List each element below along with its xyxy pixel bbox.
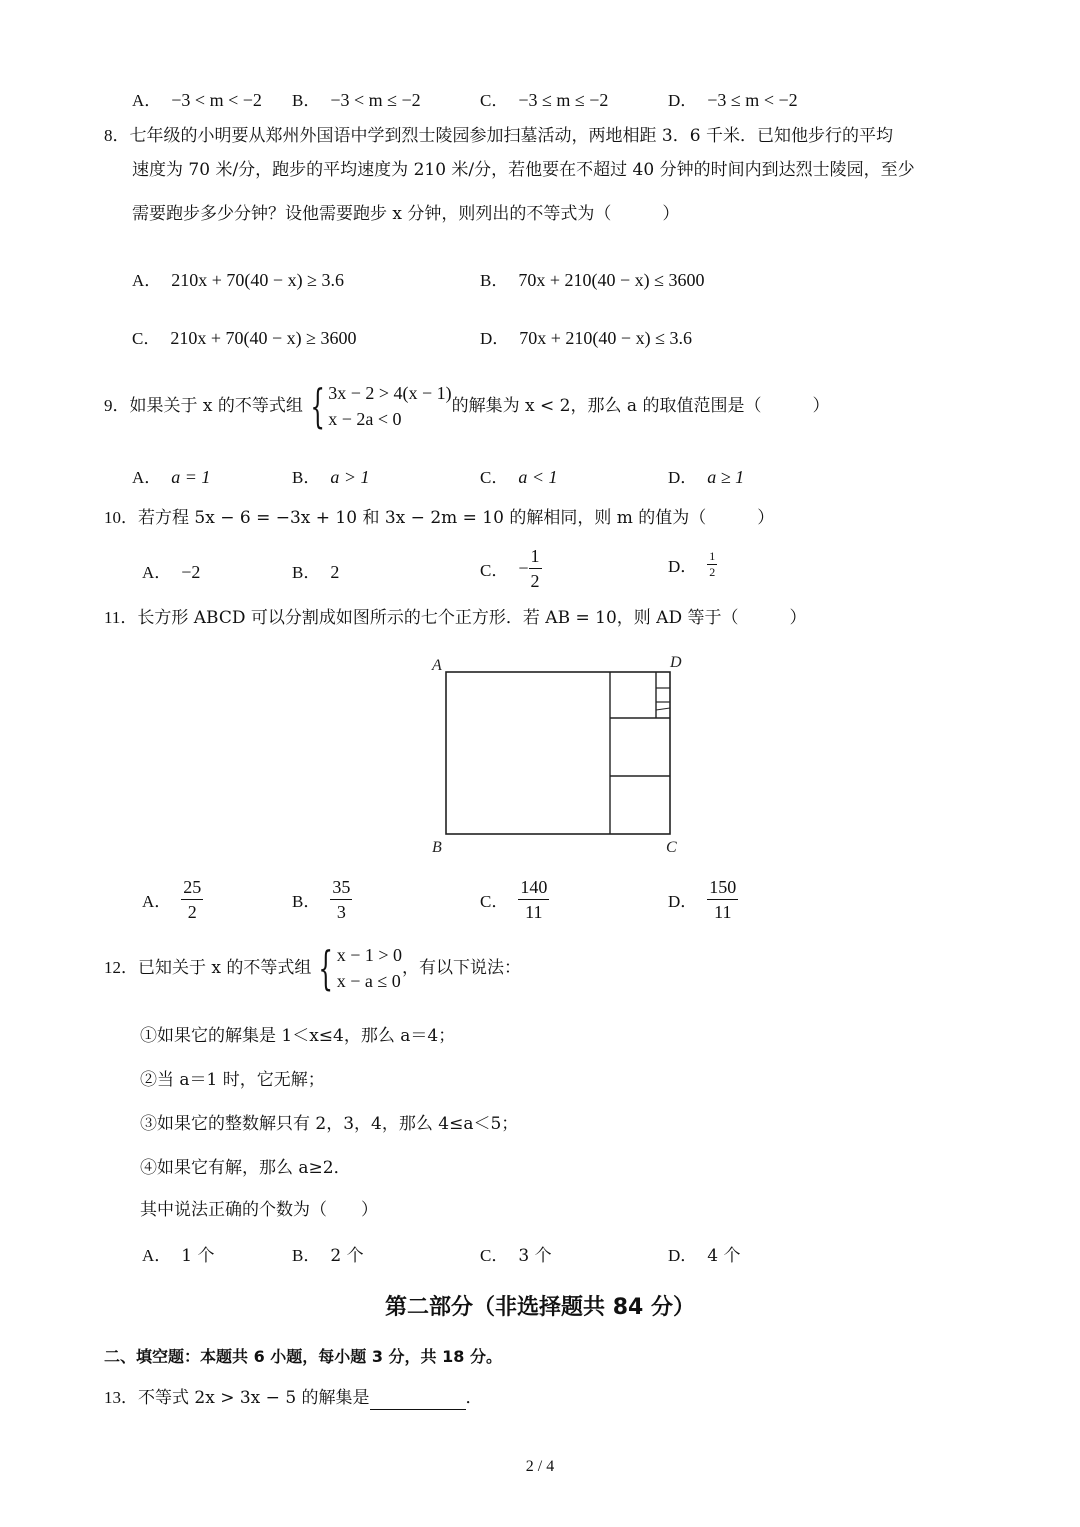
q11-stem: 11．长方形 ABCD 可以分割成如图所示的七个正方形．若 AB = 10，则 AD 等于（ ） — [104, 608, 807, 628]
q12-system-line1: x − 1 > 0 — [336, 945, 402, 965]
q13-stem: 13． 不等式 2x > 3x − 5 的解集是 ． — [104, 1388, 483, 1408]
q10-option-a: A． −2 — [142, 562, 201, 582]
part2-title: 第二部分（非选择题共 84 分） — [385, 1295, 695, 1320]
q12-statement-3: ③如果它的整数解只有 2，3，4，那么 4≤a＜5； — [140, 1114, 519, 1134]
section-2-heading: 二、填空题：本题共 6 小题，每小题 3 分，共 18 分。 — [104, 1347, 502, 1366]
q9-option-a: A． a = 1 — [132, 467, 211, 487]
q11-option-c: C． $\frac{140}{11}$ — [480, 877, 548, 922]
q12-statement-4: ④如果它有解，那么 a≥2． — [140, 1158, 351, 1178]
q12-stem: 12． 已知关于 x 的不等式组 { x − 1 > 0 x − a ≤ 0 ，有以下说法： — [104, 941, 521, 995]
q10-option-b: B． 2 — [292, 562, 340, 582]
q12-option-c: C． 3 个 — [480, 1246, 552, 1266]
q13-answer-blank[interactable] — [370, 1391, 466, 1410]
q12-statement-1: ①如果它的解集是 1＜x≤4，那么 a＝4； — [140, 1026, 456, 1046]
q8-option-a: A． 210x + 70(40 − x) ≥ 3.6 — [132, 270, 344, 290]
vertex-label-d: D — [670, 654, 682, 671]
q10-option-c-fraction: $\frac{1}{2}$ — [530, 546, 540, 591]
q11-rectangle-figure — [420, 648, 700, 858]
q9-option-c: C． a < 1 — [480, 467, 558, 487]
q12-system-line2: x − a ≤ 0 — [336, 971, 401, 991]
q8-line1: 8．七年级的小明要从郑州外国语中学到烈士陵园参加扫墓活动，两地相距 3．6 千米．已知他步行的平均 — [104, 126, 893, 146]
q9-stem: 9． 如果关于 x 的不等式组 { 3x − 2 > 4(x − 1) x − 2a < 0 的解集为 x < 2，那么 a 的取值范围是（ ） — [104, 379, 830, 433]
q10-option-c: C． − $\frac{1}{2}$ — [480, 546, 540, 591]
q11-option-b: B． $\frac{35}{3}$ — [292, 877, 351, 922]
vertex-label-a: A — [432, 657, 442, 674]
q11-option-a: A． $\frac{25}{2}$ — [142, 877, 202, 922]
vertex-label-b: B — [432, 839, 442, 856]
q7-option-d: D． −3 ≤ m < −2 — [668, 90, 798, 110]
q7-option-b: B． −3 < m ≤ −2 — [292, 90, 421, 110]
q8-option-c: C． 210x + 70(40 − x) ≥ 3600 — [132, 328, 357, 348]
q12-option-b: B． 2 个 — [292, 1246, 364, 1266]
q12-statement-2: ②当 a＝1 时，它无解； — [140, 1070, 325, 1090]
q12-option-d: D． 4 个 — [668, 1246, 741, 1266]
page-number: 2 / 4 — [525, 1458, 555, 1475]
q12-option-a: A． 1 个 — [142, 1246, 215, 1266]
q8-option-b: B． 70x + 210(40 − x) ≤ 3600 — [480, 270, 705, 290]
q8-line2: 速度为 70 米/分，跑步的平均速度为 210 米/分，若他要在不超过 40 分钟的时间内到达烈士陵园，至少 — [132, 160, 915, 180]
q9-option-d: D． a ≥ 1 — [668, 467, 745, 487]
q9-inequality-system: { 3x − 2 > 4(x − 1) x − 2a < 0 — [310, 379, 452, 433]
q7-option-c: C． −3 ≤ m ≤ −2 — [480, 90, 609, 110]
q12-inequality-system: { x − 1 > 0 x − a ≤ 0 — [318, 941, 402, 995]
q9-system-line1: 3x − 2 > 4(x − 1) — [328, 383, 452, 403]
q10-stem: 10．若方程 5x − 6 = −3x + 10 和 3x − 2m = 10 的解相同，则 m 的值为（ ） — [104, 508, 775, 528]
vertex-label-c: C — [666, 839, 677, 856]
square-divider-6 — [656, 708, 670, 710]
q8-line3: 需要跑步多少分钟？设他需要跑步 x 分钟，则列出的不等式为（ ） — [132, 204, 680, 224]
q7-option-a: A． −3 < m < −2 — [132, 90, 262, 110]
q10-option-d: D． $\frac{1}{2}$ — [668, 549, 716, 579]
q8-option-d: D． 70x + 210(40 − x) ≤ 3.6 — [480, 328, 692, 348]
outer-rectangle-abcd — [446, 672, 670, 834]
q9-option-b: B． a > 1 — [292, 467, 370, 487]
q11-option-d: D． $\frac{150}{11}$ — [668, 877, 737, 922]
q9-system-line2: x − 2a < 0 — [328, 409, 402, 429]
q12-question: 其中说法正确的个数为（ ） — [140, 1200, 378, 1220]
q10-option-d-fraction: $\frac{1}{2}$ — [709, 549, 716, 579]
